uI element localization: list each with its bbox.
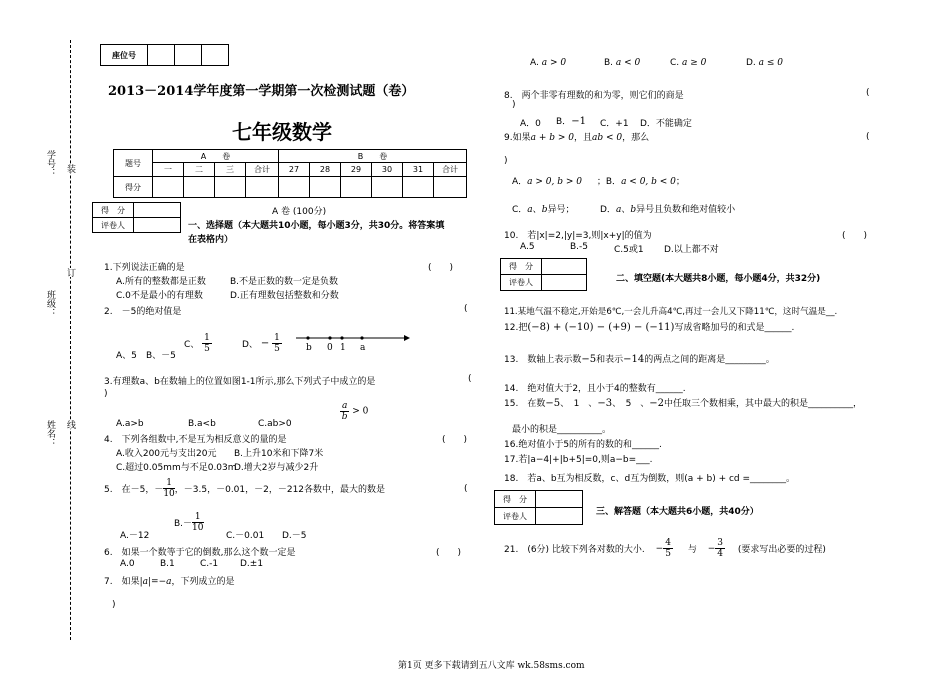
grader-name-label: 评卷人 xyxy=(495,508,536,525)
q9-a-label: A． xyxy=(512,177,528,187)
q5-stem-pre: 5. 在－5，－ xyxy=(104,485,164,495)
q3-stem: 3.有理数a、b在数轴上的位置如图1-1所示,那么下列式子中成立的是 xyxy=(104,377,376,387)
q2-option-c xyxy=(184,333,212,354)
grader-score-label: 得 分 xyxy=(93,203,134,218)
q9-d-b: b xyxy=(630,205,637,215)
exam-title: 2013－2014学年度第一学期第一次检测试题（卷） xyxy=(108,84,415,99)
q7-a-expr: a > 0 xyxy=(541,58,567,68)
q9-c-label: C． xyxy=(512,205,528,215)
q5-b-den: 10 xyxy=(192,523,204,533)
q9-option-d xyxy=(600,202,735,215)
score-table-header-number: 题号 xyxy=(114,150,153,177)
q11-text: 11.某地气温不稳定,开始是6℃,一会儿升高4℃,再过一会儿又下降11℃，这时气温是__. xyxy=(504,307,838,317)
q5-paren: ( xyxy=(464,484,468,494)
q7-b-label: B. xyxy=(604,58,614,68)
q17-text: 17.若|a−4|+|b+5|=0,则a−b=___. xyxy=(504,455,653,465)
class-label: 班级： xyxy=(45,290,55,317)
grader-name-cell[interactable] xyxy=(536,508,583,525)
score-col-b3: 29 xyxy=(341,163,372,177)
q3-d-den: b xyxy=(341,412,348,422)
q9-option-ab xyxy=(512,174,685,187)
q5-fraction xyxy=(163,478,174,499)
q13-post: 的两点之间的距离是_________。 xyxy=(644,355,775,365)
q21-fraction-2 xyxy=(715,538,725,559)
q9-paren: ( xyxy=(866,132,870,142)
q15-pre: 15. 在数 xyxy=(504,399,546,409)
student-id-label: 学号： xyxy=(45,150,55,177)
q8-option-c: C．+1 xyxy=(600,119,629,129)
q5-frac-den: 10 xyxy=(163,489,175,499)
grader-score-cell[interactable] xyxy=(542,259,587,275)
q3-option-b: B.a<b xyxy=(188,419,216,429)
grader-box-1 xyxy=(92,202,181,233)
q13-text xyxy=(504,352,775,365)
q1-option-d: D.正有理数包括整数和分数 xyxy=(230,291,339,301)
q21-and: 与 xyxy=(687,545,697,555)
q9-d-tail: 异号且负数和绝对值较小 xyxy=(636,205,736,215)
q10-option-a: A.5 xyxy=(520,242,535,252)
q13-n1: −5 xyxy=(581,354,597,365)
q10-option-d: D.以上都不对 xyxy=(664,245,719,255)
grader-score-label: 得 分 xyxy=(501,259,542,275)
q5-b-pre: B.－ xyxy=(174,519,193,529)
q8-stem: 8. 两个非零有理数的和为零，则它们的商是 xyxy=(504,91,684,101)
score-col-b1: 27 xyxy=(279,163,310,177)
score-table-section-b: B 卷 xyxy=(279,150,467,163)
number-line-label-a: a xyxy=(360,343,366,353)
grader-box-2 xyxy=(500,258,587,291)
q3-d-tail: > 0 xyxy=(352,406,369,417)
score-cell[interactable] xyxy=(310,177,341,198)
number-line-point-b xyxy=(306,336,309,339)
q6-option-a: A.0 xyxy=(120,559,135,569)
q4-stem: 4. 下列各组数中,不是互为相反意义的量的是 xyxy=(104,435,287,445)
q5-stem xyxy=(104,478,385,499)
q18-text: 18. 若a、b互为相反数，c、d互为倒数，则(a + b) + cd =________。 xyxy=(504,474,796,484)
binding-dashed-line xyxy=(70,40,71,640)
q1-option-c: C.0不是最小的有理数 xyxy=(116,291,203,301)
q21-f2-num: 3 xyxy=(717,538,723,548)
number-line-arrow xyxy=(404,335,410,341)
q21-pre: 21. (6分) 比较下列各对数的大小. xyxy=(504,545,645,555)
binding-mark-zhuang: 装 xyxy=(65,164,75,173)
q9-b-tail: ； xyxy=(675,177,685,187)
score-col-b5: 31 xyxy=(403,163,434,177)
q8-b-label: B． xyxy=(556,117,572,127)
q9-b-label: ；B． xyxy=(596,177,622,187)
q2-d-sign: − xyxy=(260,338,270,349)
score-col-a3: 三 xyxy=(215,163,246,177)
q21-f2-den: 4 xyxy=(717,549,723,559)
q10-paren: ( ) xyxy=(842,231,868,241)
q8-paren: ( xyxy=(866,88,870,98)
grader-name-label: 评卷人 xyxy=(93,218,134,233)
q2-option-b: B、－5 xyxy=(146,351,176,361)
q9-d-a: a xyxy=(615,205,622,215)
q5-b-num: 1 xyxy=(192,512,203,523)
q9-c-a: a xyxy=(527,205,533,215)
section1-title-line2: 在表格内） xyxy=(188,235,234,245)
q7-b-expr: a < 0 xyxy=(615,58,641,68)
q9-d-label: D． xyxy=(600,205,616,215)
q8-option-a: A．0 xyxy=(520,119,541,129)
q5-b-fraction xyxy=(192,512,203,533)
q13-pre: 13. 数轴上表示数 xyxy=(504,355,582,365)
q9-stem xyxy=(504,130,649,143)
grader-score-cell[interactable] xyxy=(134,203,181,218)
q7-stem-pre: 7. 如果 xyxy=(104,577,140,587)
q2-stem: 2. －5的绝对值是 xyxy=(104,307,182,317)
q7-expr: |a|=−a xyxy=(139,577,172,587)
q6-option-d: D.±1 xyxy=(240,559,264,569)
q9-b-expr: a < 0, b < 0 xyxy=(621,177,676,187)
q2-option-d-fraction xyxy=(272,333,282,354)
binding-mark-ding: 订 xyxy=(65,268,75,277)
score-col-a-total: 合计 xyxy=(246,163,279,177)
seat-box-2[interactable] xyxy=(175,45,202,66)
q15-text xyxy=(504,396,862,409)
q4-option-a: A.收入200元与支出20元 xyxy=(116,449,217,459)
a-volume-label: A 卷 (100分) xyxy=(272,207,327,217)
q1-option-b: B.不是正数的数一定是负数 xyxy=(230,277,339,287)
q14-text: 14. 绝对值大于2，且小于4的整数有______. xyxy=(504,384,686,394)
q2-c-num: 1 xyxy=(204,333,210,343)
q21-sign2: − xyxy=(707,543,716,554)
q5-stem-post: ，－3.5，－0.01，－2，－212各数中，最大的数是 xyxy=(174,485,386,495)
number-line-point-a xyxy=(360,336,363,339)
subject-title: 七年级数学 xyxy=(232,120,332,144)
q7-close: ) xyxy=(112,600,116,610)
number-line-label-b: b xyxy=(306,343,312,353)
score-col-b4: 30 xyxy=(372,163,403,177)
q3-paren: ( xyxy=(468,374,472,384)
score-row-label: 得分 xyxy=(114,177,153,198)
q4-paren: ( ) xyxy=(442,435,468,445)
binding-mark-xian: 线 xyxy=(65,420,75,429)
q6-stem: 6. 如果一个数等于它的倒数,那么这个数一定是 xyxy=(104,548,296,558)
q6-paren: ( ) xyxy=(436,548,462,558)
q2-number-line xyxy=(292,332,412,354)
q2-c-den: 5 xyxy=(204,344,210,354)
q3-option-a: A.a>b xyxy=(116,419,144,429)
q4-option-c: C.超过0.05mm与不足0.03m xyxy=(116,463,237,473)
q7-stem xyxy=(104,574,235,587)
q7-a-label: A. xyxy=(530,58,539,68)
q3-d-fraction xyxy=(340,401,349,422)
q10-stem: 10. 若|x|=2,|y|=3,则|x+y|的值为 xyxy=(504,231,652,241)
q8-option-d: D．不能确定 xyxy=(640,119,692,129)
q15-s2: 、 5 、 xyxy=(612,399,650,409)
q9-c-mid: 、 xyxy=(532,205,542,215)
q2-option-c-fraction xyxy=(202,333,212,354)
seat-box-3[interactable] xyxy=(202,45,229,66)
q2-paren: ( xyxy=(464,304,468,314)
q21-sign1: − xyxy=(655,543,664,554)
grader-name-cell[interactable] xyxy=(134,218,181,233)
score-cell[interactable] xyxy=(341,177,372,198)
q7-c-expr: a ≥ 0 xyxy=(682,58,707,68)
q9-a-expr: a > 0, b > 0 xyxy=(527,177,582,187)
grader-name-cell[interactable] xyxy=(542,275,587,291)
q7-option-d xyxy=(746,58,783,68)
score-cell[interactable] xyxy=(215,177,246,198)
name-label: 姓名： xyxy=(45,420,55,447)
q15-n2: −3 xyxy=(597,398,613,409)
q12-post: 写成省略加号的和式是______. xyxy=(674,323,795,333)
q21-fraction-1 xyxy=(663,538,673,559)
q9-d-mid: 、 xyxy=(621,205,631,215)
q9-c-b: b xyxy=(541,205,548,215)
q21-post: (要求写出必要的过程) xyxy=(737,545,826,555)
q21-f1-num: 4 xyxy=(665,538,671,548)
q3-option-c: C.ab>0 xyxy=(258,419,292,429)
q3-close: ) xyxy=(104,389,108,399)
q8-option-b xyxy=(556,114,586,127)
q5-option-a: A.－12 xyxy=(120,531,150,541)
q1-paren: ( ) xyxy=(428,263,454,273)
section3-title: 三、解答题（本大题共6小题，共40分） xyxy=(596,507,759,517)
grader-box-3 xyxy=(494,490,583,525)
q9-close: ) xyxy=(504,156,508,166)
score-cell[interactable] xyxy=(372,177,403,198)
q7-option-a xyxy=(530,58,566,68)
q12-pre: 12.把 xyxy=(504,323,528,333)
q21-f1-den: 5 xyxy=(665,549,671,559)
number-line-point-0 xyxy=(328,336,331,339)
q5-option-d: D.－5 xyxy=(282,531,307,541)
q2-option-d xyxy=(242,333,282,354)
score-cell[interactable] xyxy=(403,177,434,198)
number-line-label-1: 1 xyxy=(340,343,346,353)
q4-option-d: D.增大2岁与减少2升 xyxy=(234,463,319,473)
number-line-label-0: 0 xyxy=(327,343,333,353)
score-col-a2: 二 xyxy=(184,163,215,177)
q1-stem: 1.下列说法正确的是 xyxy=(104,263,185,273)
q15-n1: −5 xyxy=(545,398,561,409)
q6-option-b: B.1 xyxy=(160,559,175,569)
q12-text xyxy=(504,320,794,333)
score-cell[interactable] xyxy=(279,177,310,198)
q15-line2: 最小的积是__________。 xyxy=(512,425,612,435)
q9-mid: ，且 xyxy=(573,133,592,143)
q5-frac-num: 1 xyxy=(163,478,174,489)
q10-option-c: C.5或1 xyxy=(614,245,644,255)
q7-stem-post: ，下列成立的是 xyxy=(171,577,235,587)
q7-option-c xyxy=(670,58,706,68)
score-cell[interactable] xyxy=(434,177,467,198)
q2-option-a: A、5 xyxy=(116,351,137,361)
q13-mid: 和表示 xyxy=(596,355,624,365)
grader-score-cell[interactable] xyxy=(536,491,583,508)
q2-d-num: 1 xyxy=(274,333,280,343)
q16-text: 16.绝对值小于5的所有的数的和______. xyxy=(504,440,662,450)
score-cell[interactable] xyxy=(246,177,279,198)
q8-close: ) xyxy=(512,100,516,110)
section2-title: 二、填空题(本大题共8小题，每小题4分，共32分) xyxy=(616,274,821,284)
q3-option-d xyxy=(340,401,368,422)
q5-option-c: C.－0.01 xyxy=(226,531,265,541)
q13-n2: −14 xyxy=(623,354,645,365)
q21-text xyxy=(504,538,826,559)
q7-c-label: C. xyxy=(670,58,680,68)
seat-box-1[interactable] xyxy=(148,45,175,66)
grader-name-label: 评卷人 xyxy=(501,275,542,291)
page-footer: 第1页 更多下载请到五八文库 wk.58sms.com xyxy=(398,661,585,671)
grader-score-label: 得 分 xyxy=(495,491,536,508)
q9-expr2: ab < 0 xyxy=(592,133,623,143)
q5-option-b xyxy=(174,512,204,533)
q8-b-expr: −1 xyxy=(571,116,586,127)
q15-s1: 、 1 、 xyxy=(560,399,598,409)
q9-expr1: a + b > 0 xyxy=(530,133,574,143)
score-table-section-a: A 卷 xyxy=(153,150,279,163)
score-col-a1: 一 xyxy=(153,163,184,177)
seat-label: 座位号 xyxy=(101,45,148,66)
score-cell[interactable] xyxy=(184,177,215,198)
score-cell[interactable] xyxy=(153,177,184,198)
q9-c-tail: 异号； xyxy=(547,205,575,215)
q15-post: 中任取三个数相乘，其中最大的积是__________， xyxy=(664,399,863,409)
q4-option-b: B.上升10米和下降7米 xyxy=(234,449,324,459)
q3-d-num: a xyxy=(342,401,348,411)
q10-option-b: B.-5 xyxy=(570,242,589,252)
q12-expr: (−8) + (−10) − (+9) − (−11) xyxy=(527,322,675,333)
q6-option-c: C.-1 xyxy=(200,559,219,569)
score-table xyxy=(113,149,467,198)
q9-stem-post: ，那么 xyxy=(622,133,650,143)
q7-d-label: D. xyxy=(746,58,756,68)
score-col-b2: 28 xyxy=(310,163,341,177)
number-line-point-1 xyxy=(340,336,343,339)
section1-title-line1: 一、选择题（本大题共10小题，每小题3分，共30分。将答案填 xyxy=(188,221,445,231)
q2-option-d-label: D、 xyxy=(242,340,258,350)
q7-d-expr: a ≤ 0 xyxy=(758,58,784,68)
q2-option-c-label: C、 xyxy=(184,340,200,350)
q9-stem-pre: 9.如果 xyxy=(504,133,531,143)
q7-option-b xyxy=(604,58,640,68)
q9-option-c xyxy=(512,202,574,215)
q15-n3: −2 xyxy=(649,398,665,409)
q2-d-den: 5 xyxy=(274,344,280,354)
score-col-b-total: 合计 xyxy=(434,163,467,177)
seat-number-table xyxy=(100,44,229,66)
q1-option-a: A.所有的整数都是正数 xyxy=(116,277,206,287)
